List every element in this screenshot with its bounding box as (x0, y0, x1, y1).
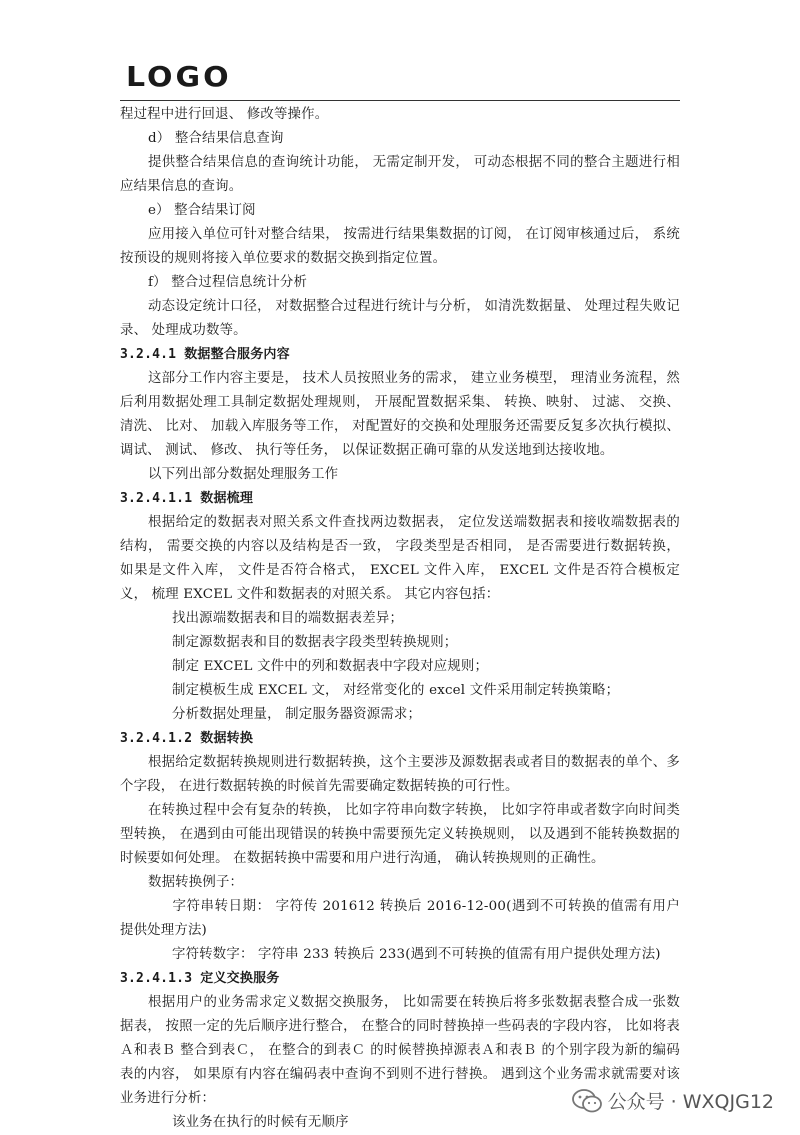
list-item: 制定 EXCEL 文件中的列和数据表中字段对应规则； (172, 659, 489, 674)
list-item: 找出源端数据表和目的端数据表差异； (172, 611, 404, 626)
paragraph: 根据给定的数据表对照关系文件查找两边数据表， 定位发送端数据表和接收端数据表的结构， 需要交换的内容以及结构是否一致， 字段类型是否相同， 是否需要进行数据转换， 如果是文件入库， 文件是否符合格式， EXCEL 文件入库， EXCEL 文件是否符合模板定义， 梳理 EXCEL 文件和数据表的对照关系。 其它内容包括： (120, 515, 680, 602)
example-line: 字符转数字： 字符串 233 转换后 233(遇到不可转换的值需有用户提供处理方法) (172, 947, 661, 962)
example-line: 字符串转日期： 字符传 201612 转换后 2016-12-00(遇到不可转换的值需有用户提供处理方法) (120, 899, 680, 938)
section-heading: 3.2.4.1.2 数据转换 (120, 731, 254, 746)
section-heading: 3.2.4.1.3 定义交换服务 (120, 971, 280, 986)
header-divider (120, 100, 680, 101)
paragraph: 程过程中进行回退、 修改等操作。 (120, 107, 329, 122)
document-body (120, 103, 680, 1135)
logo: LOGO (126, 61, 232, 94)
list-item: 制定源数据表和目的数据表字段类型转换规则； (172, 635, 458, 650)
paragraph: 应用接入单位可针对整合结果， 按需进行结果集数据的订阅， 在订阅审核通过后， 系统按预设的规则将接入单位要求的数据交换到指定位置。 (120, 227, 680, 266)
watermark (572, 1087, 774, 1114)
paragraph: 以下列出部分数据处理服务工作 (148, 467, 339, 482)
paragraph: 提供整合结果信息的查询统计功能， 无需定制开发， 可动态根据不同的整合主题进行相应结果信息的查询。 (120, 155, 680, 194)
list-item: 该业务在执行的时候有无顺序 (172, 1115, 349, 1130)
section-heading: 3.2.4.1 数据整合服务内容 (120, 347, 290, 362)
watermark-text: 公众号 · WXQJG12 (607, 1091, 774, 1113)
section-heading: 3.2.4.1.1 数据梳理 (120, 491, 254, 506)
list-item: 制定模板生成 EXCEL 文， 对经常变化的 excel 文件采用制定转换策略； (172, 683, 620, 698)
list-title-f: f） 整合过程信息统计分析 (148, 275, 308, 290)
paragraph: 在转换过程中会有复杂的转换， 比如字符串向数字转换， 比如字符串或者数字向时间类型转换， 在遇到由可能出现错误的转换中需要预先定义转换规则， 以及遇到不能转换数据的时候要如何处理。 在数据转换中需要和用户进行沟通， 确认转换规则的正确性。 (120, 803, 680, 866)
paragraph: 数据转换例子： (148, 875, 244, 890)
paragraph: 动态设定统计口径， 对数据整合过程进行统计与分析， 如清洗数据量、 处理过程失败记录、 处理成功数等。 (120, 299, 680, 338)
list-title-d: d） 整合结果信息查询 (148, 131, 284, 146)
paragraph: 根据用户的业务需求定义数据交换服务， 比如需要在转换后将多张数据表整合成一张数据表， 按照一定的先后顺序进行整合， 在整合的同时替换掉一些码表的字段内容， 比如将表Ａ和表Ｂ 整合到表Ｃ， 在整合的到表Ｃ 的时候替换掉源表Ａ和表Ｂ 的个别字段为新的编码表的内容， 如果原有内容在编码表中查询不到则不进行替换。 遇到这个业务需求就需要对该业务进行分析： (120, 995, 680, 1106)
paragraph: 这部分工作内容主要是， 技术人员按照业务的需求， 建立业务模型， 理清业务流程，然后利用数据处理工具制定数据处理规则， 开展配置数据采集、 转换、映射、 过滤、 交换、 清洗、 比对、 加载入库服务等工作， 对配置好的交换和处理服务还需要反复多次执行模拟、 调试、 测试、 修改、 执行等任务， 以保证数据正确可靠的从发送地到达接收地。 (120, 371, 680, 458)
list-item: 分析数据处理量， 制定服务器资源需求； (172, 707, 422, 722)
wechat-icon (572, 1088, 602, 1114)
list-title-e: e） 整合结果订阅 (148, 203, 256, 218)
paragraph: 根据给定数据转换规则进行数据转换，这个主要涉及源数据表或者目的数据表的单个、多个字段， 在进行数据转换的时候首先需要确定数据转换的可行性。 (120, 755, 680, 794)
